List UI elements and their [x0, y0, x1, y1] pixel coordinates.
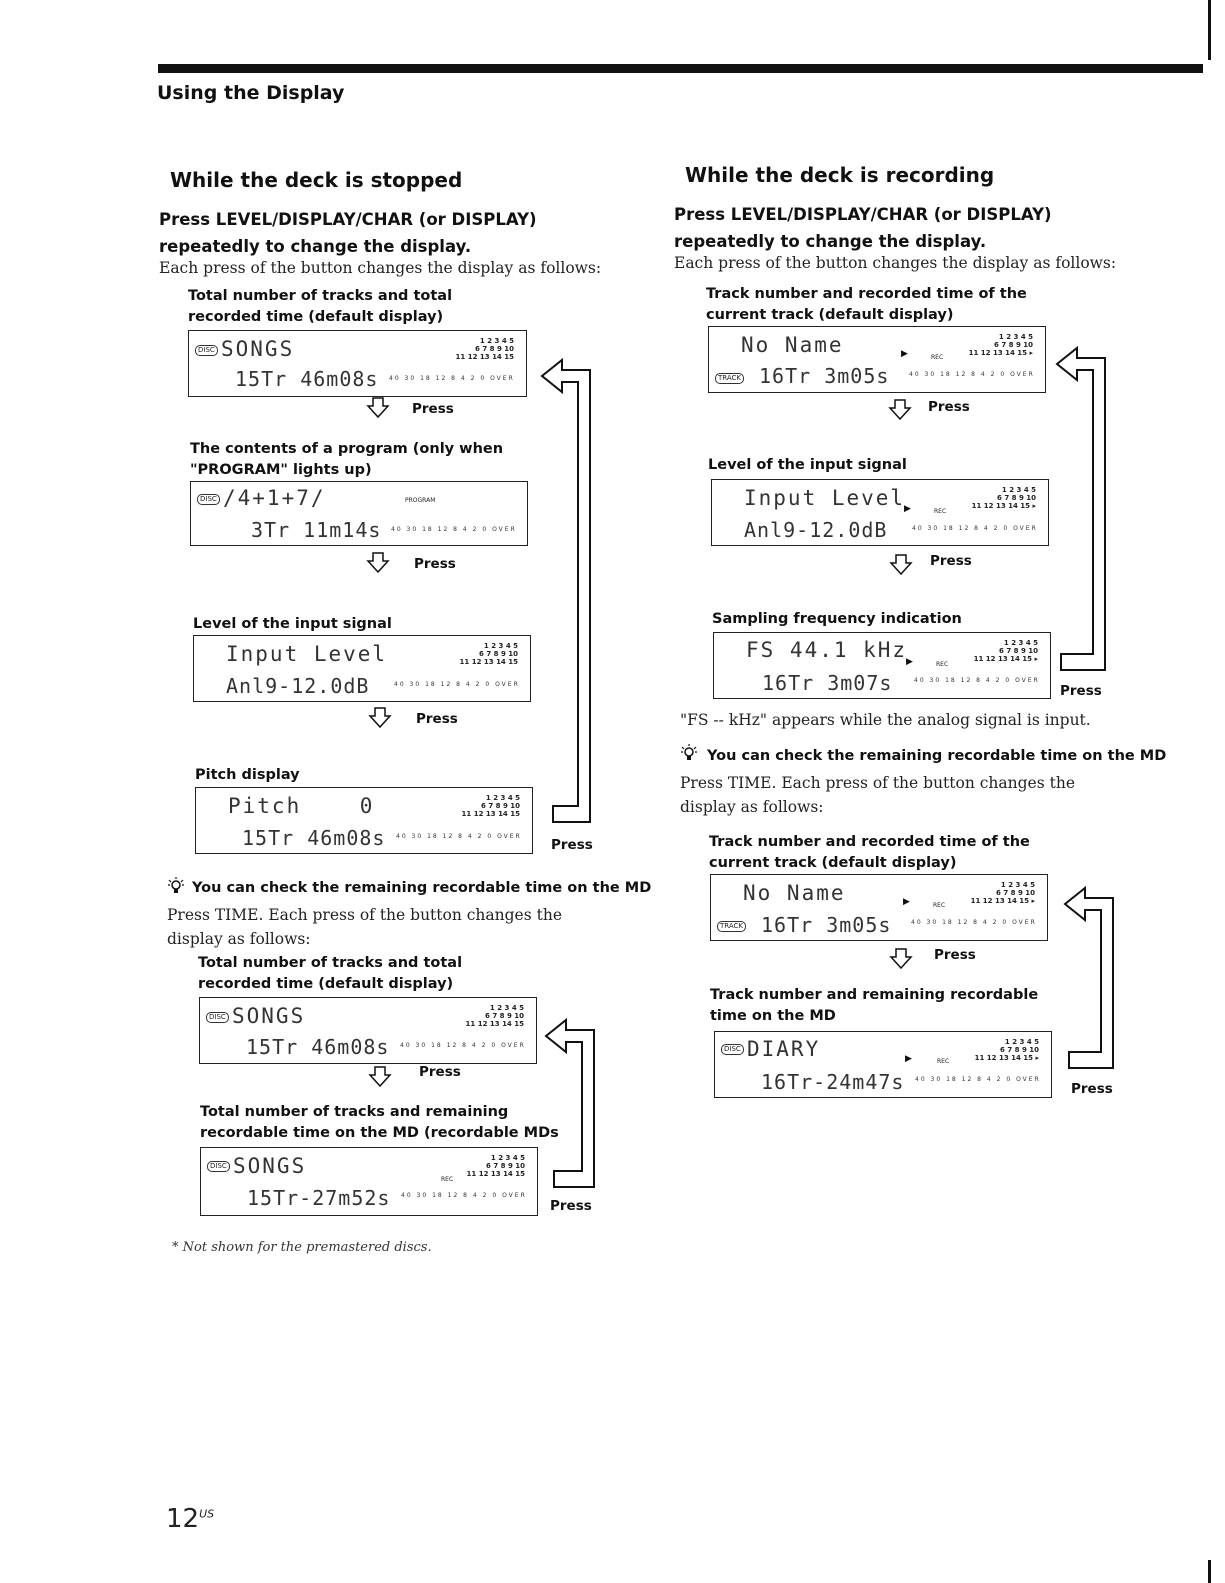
- recording-body: Each press of the button changes the display as follows:: [674, 254, 1117, 272]
- lcd-line2: 16Tr 3m05s: [759, 364, 890, 388]
- press-label: Press: [416, 711, 458, 727]
- level-meter: 40 30 18 12 8 4 2 0 OVER: [391, 526, 517, 533]
- lcd-line2: 15Tr-27m52s: [247, 1186, 391, 1210]
- level-meter: 40 30 18 12 8 4 2 0 OVER: [911, 919, 1037, 926]
- section-title: Using the Display: [157, 82, 345, 104]
- level-meter: 40 30 18 12 8 4 2 0 OVER: [912, 525, 1038, 532]
- lcd-line2: Anl9-12.0dB: [744, 518, 888, 542]
- track-grid: 1 2 3 4 5 6 7 8 9 10 11 12 13 14 15: [461, 794, 520, 818]
- footnote: * Not shown for the premastered discs.: [172, 1240, 432, 1255]
- press-label: Press: [550, 1198, 592, 1214]
- level-meter: 40 30 18 12 8 4 2 0 OVER: [915, 1076, 1041, 1083]
- loop-arrow: [544, 1012, 604, 1192]
- level-meter: 40 30 18 12 8 4 2 0 OVER: [396, 833, 522, 840]
- down-arrow-icon: [367, 397, 389, 419]
- press-label: Press: [419, 1064, 461, 1080]
- track-badge: TRACK: [717, 921, 746, 932]
- lcd-display: [190, 481, 528, 546]
- level-meter: 40 30 18 12 8 4 2 0 OVER: [909, 371, 1035, 378]
- track-grid: 1 2 3 4 5 6 7 8 9 10 11 12 13 14 15: [455, 337, 514, 361]
- lcd-display: [708, 326, 1046, 393]
- lcd-display: [199, 997, 537, 1064]
- display-caption: Sampling frequency indication: [712, 611, 962, 627]
- fs-note: "FS -- kHz" appears while the analog signal is input.: [680, 711, 1091, 729]
- tip-heading: You can check the remaining recordable time on the MD: [192, 880, 652, 896]
- display-caption: Total number of tracks and total recorded time (default display): [198, 955, 463, 992]
- page-edge-line: [1208, 0, 1211, 60]
- level-meter: 40 30 18 12 8 4 2 0 OVER: [401, 1192, 527, 1199]
- down-arrow-icon: [890, 554, 912, 576]
- lcd-display: [188, 330, 527, 397]
- press-label: Press: [414, 556, 456, 572]
- display-caption: Total number of tracks and total recorded time (default display): [188, 288, 453, 325]
- play-icon: ▶: [901, 349, 908, 359]
- display-caption: The contents of a program (only when "PROGRAM" lights up): [190, 441, 504, 478]
- play-icon: ▶: [906, 657, 913, 667]
- header-rule: [158, 64, 1203, 73]
- lcd-line1: SONGS: [221, 337, 295, 361]
- level-meter: 40 30 18 12 8 4 2 0 OVER: [400, 1042, 526, 1049]
- lcd-line2: 16Tr 3m05s: [761, 913, 892, 937]
- lightbulb-icon: [167, 876, 185, 896]
- rec-indicator: REC: [933, 902, 946, 909]
- lcd-display: [711, 479, 1049, 546]
- down-arrow-icon: [369, 707, 391, 729]
- disc-badge: DISC: [206, 1012, 229, 1023]
- lcd-line1: No Name: [743, 881, 846, 905]
- press-label: Press: [1060, 683, 1102, 699]
- press-label: Press: [928, 399, 970, 415]
- lcd-line1: /4+1+7/: [223, 486, 326, 510]
- down-arrow-icon: [367, 552, 389, 574]
- track-grid: 1 2 3 4 5 6 7 8 9 10 11 12 13 14 15: [466, 1154, 525, 1178]
- page-suffix: US: [199, 1507, 215, 1521]
- page-edge-line-bottom: [1208, 1560, 1211, 1583]
- lcd-line2: Anl9-12.0dB: [226, 674, 370, 698]
- rec-indicator: REC: [937, 1058, 950, 1065]
- press-label: Press: [934, 947, 976, 963]
- loop-arrow: [1063, 880, 1123, 1080]
- lcd-line2: 16Tr-24m47s: [761, 1070, 905, 1094]
- lcd-display: [193, 635, 531, 702]
- press-label: Press: [551, 837, 593, 853]
- display-caption: Track number and recorded time of the current track (default display): [709, 834, 1030, 871]
- level-meter: 40 30 18 12 8 4 2 0 OVER: [914, 677, 1040, 684]
- page-number: [166, 1504, 214, 1534]
- lcd-line1: DIARY: [747, 1037, 821, 1061]
- track-grid: 1 2 3 4 5 6 7 8 9 10 11 12 13 14 15: [465, 1004, 524, 1028]
- lcd-display: [714, 1031, 1052, 1098]
- lightbulb-icon: [680, 743, 698, 763]
- loop-arrow: [540, 352, 600, 832]
- lcd-display: [200, 1147, 538, 1216]
- lcd-line1: SONGS: [232, 1004, 306, 1028]
- down-arrow-icon: [889, 399, 911, 421]
- tip-body: Press TIME. Each press of the button changes the display as follows:: [167, 906, 562, 948]
- disc-badge: DISC: [197, 494, 220, 505]
- stopped-instruction: Press LEVEL/DISPLAY/CHAR (or DISPLAY) repeatedly to change the display.: [159, 210, 537, 256]
- display-caption: Track number and remaining recordable time on the MD: [710, 987, 1039, 1024]
- lcd-line2: 15Tr 46m08s: [246, 1035, 390, 1059]
- program-indicator: PROGRAM: [405, 497, 436, 504]
- level-meter: 40 30 18 12 8 4 2 0 OVER: [389, 375, 515, 382]
- tip-heading: You can check the remaining recordable time on the MD: [707, 748, 1167, 764]
- track-grid: 1 2 3 4 5 6 7 8 9 10 11 12 13 14 15 ▸: [970, 881, 1035, 905]
- level-meter: 40 30 18 12 8 4 2 0 OVER: [394, 681, 520, 688]
- press-label: Press: [1071, 1081, 1113, 1097]
- loop-arrow: [1055, 340, 1115, 680]
- lcd-line1: Input Level: [744, 486, 906, 510]
- tip-body: Press TIME. Each press of the button changes the display as follows:: [680, 774, 1075, 816]
- recording-title: While the deck is recording: [685, 163, 995, 187]
- lcd-line1: FS 44.1 kHz: [746, 638, 908, 662]
- stopped-body: Each press of the button changes the display as follows:: [159, 259, 602, 277]
- lcd-line1: SONGS: [233, 1154, 307, 1178]
- display-caption: Total number of tracks and remaining recordable time on the MD (recordable MDs: [200, 1104, 559, 1141]
- lcd-line1: Input Level: [226, 642, 388, 666]
- disc-badge: DISC: [207, 1161, 230, 1172]
- lcd-line2: 15Tr 46m08s: [235, 367, 379, 391]
- disc-badge: DISC: [721, 1044, 744, 1055]
- down-arrow-icon: [369, 1066, 391, 1088]
- lcd-line1: Pitch 0: [228, 794, 375, 818]
- display-caption: Level of the input signal: [193, 616, 392, 632]
- display-caption: Track number and recorded time of the current track (default display): [706, 286, 1027, 323]
- track-grid: 1 2 3 4 5 6 7 8 9 10 11 12 13 14 15 ▸: [971, 486, 1036, 510]
- lcd-line2: 3Tr 11m14s: [251, 518, 382, 542]
- display-caption: Level of the input signal: [708, 457, 907, 473]
- lcd-display: [195, 787, 533, 854]
- play-icon: ▶: [905, 1054, 912, 1064]
- lcd-line1: No Name: [741, 333, 844, 357]
- lcd-display: [713, 632, 1051, 699]
- play-icon: ▶: [903, 897, 910, 907]
- stopped-title: While the deck is stopped: [170, 168, 463, 192]
- track-grid: 1 2 3 4 5 6 7 8 9 10 11 12 13 14 15 ▸: [974, 1038, 1039, 1062]
- rec-indicator: REC: [936, 661, 949, 668]
- lcd-line2: 16Tr 3m07s: [762, 671, 893, 695]
- track-grid: 1 2 3 4 5 6 7 8 9 10 11 12 13 14 15 ▸: [973, 639, 1038, 663]
- rec-indicator: REC: [931, 354, 944, 361]
- track-grid: 1 2 3 4 5 6 7 8 9 10 11 12 13 14 15 ▸: [968, 333, 1033, 357]
- recording-instruction: Press LEVEL/DISPLAY/CHAR (or DISPLAY) repeatedly to change the display.: [674, 205, 1052, 251]
- lcd-display: [710, 874, 1048, 941]
- rec-indicator: REC: [934, 508, 947, 515]
- play-icon: ▶: [904, 504, 911, 514]
- press-label: Press: [412, 401, 454, 417]
- page-number-value: 12: [166, 1504, 200, 1534]
- display-caption: Pitch display: [195, 767, 300, 783]
- rec-indicator: REC: [441, 1176, 454, 1183]
- down-arrow-icon: [890, 948, 912, 970]
- track-badge: TRACK: [715, 373, 744, 384]
- disc-badge: DISC: [195, 345, 218, 356]
- track-grid: 1 2 3 4 5 6 7 8 9 10 11 12 13 14 15: [459, 642, 518, 666]
- lcd-line2: 15Tr 46m08s: [242, 826, 386, 850]
- press-label: Press: [930, 553, 972, 569]
